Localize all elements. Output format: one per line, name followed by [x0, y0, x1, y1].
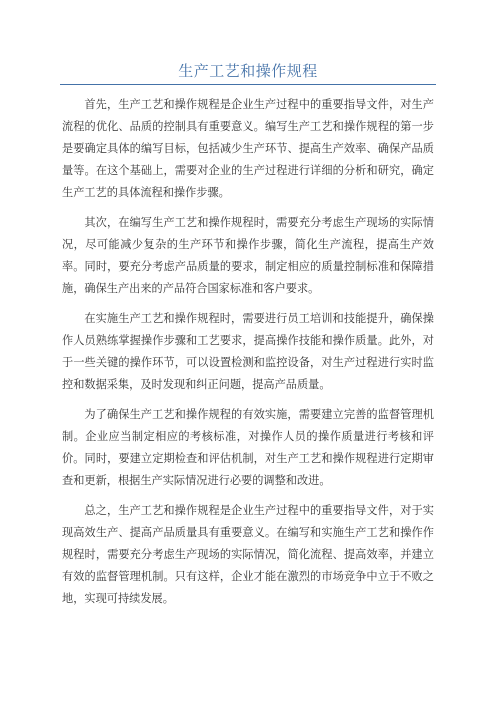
- paragraph-5: 总之，生产工艺和操作规程是企业生产过程中的重要指导文件，对于实现高效生产、提高产品质量具有重要意义。在编写和实施生产工艺和操作作规程时，需要充分考虑生产现场的实际情况，简化流程、提高效率，并建立有效的监督管理机制。只有这样，企业才能在激烈的市场竞争中立于不败之地，实现可持续发展。: [62, 504, 434, 605]
- paragraph-4: 为了确保生产工艺和操作规程的有效实施，需要建立完善的监督管理机制。企业应当制定相应的考核标准，对操作人员的操作质量进行考核和评价。同时，要建立定期检查和评估机制，对生产工艺和操作规程进行定期审查和更新，根据生产实际情况进行必要的调整和改进。: [62, 408, 434, 487]
- document-title: 生产工艺和操作规程: [178, 62, 318, 80]
- paragraph-2: 其次，在编写生产工艺和操作规程时，需要充分考虑生产现场的实际情况，尽可能减少复杂的生产环节和操作步骤，简化生产流程，提高生产效率。同时，要充分考虑产品质量的要求，制定相应的质量控制标准和保障措施，确保生产出来的产品符合国家标准和客户要求。: [62, 216, 434, 295]
- title-underline: [60, 84, 436, 85]
- paragraph-3: 在实施生产工艺和操作规程时，需要进行员工培训和技能提升，确保操作人员熟练掌握操作步骤和工艺要求，提高操作技能和操作质量。此外，对于一些关键的操作环节，可以设置检测和监控设备，对生产过程进行实时监控和数据采集，及时发现和纠正问题，提高产品质量。: [62, 312, 434, 391]
- document-body: [62, 94, 434, 618]
- paragraph-1: 首先，生产工艺和操作规程是企业生产过程中的重要指导文件，对生产流程的优化、品质的控制具有重要意义。编写生产工艺和操作规程的第一步是要确定具体的编写目标，包括减少生产环节、提高生产效率、确保产品质量等。在这个基础上，需要对企业的生产过程进行详细的分析和研究，确定生产工艺的具体流程和操作步骤。: [62, 98, 434, 199]
